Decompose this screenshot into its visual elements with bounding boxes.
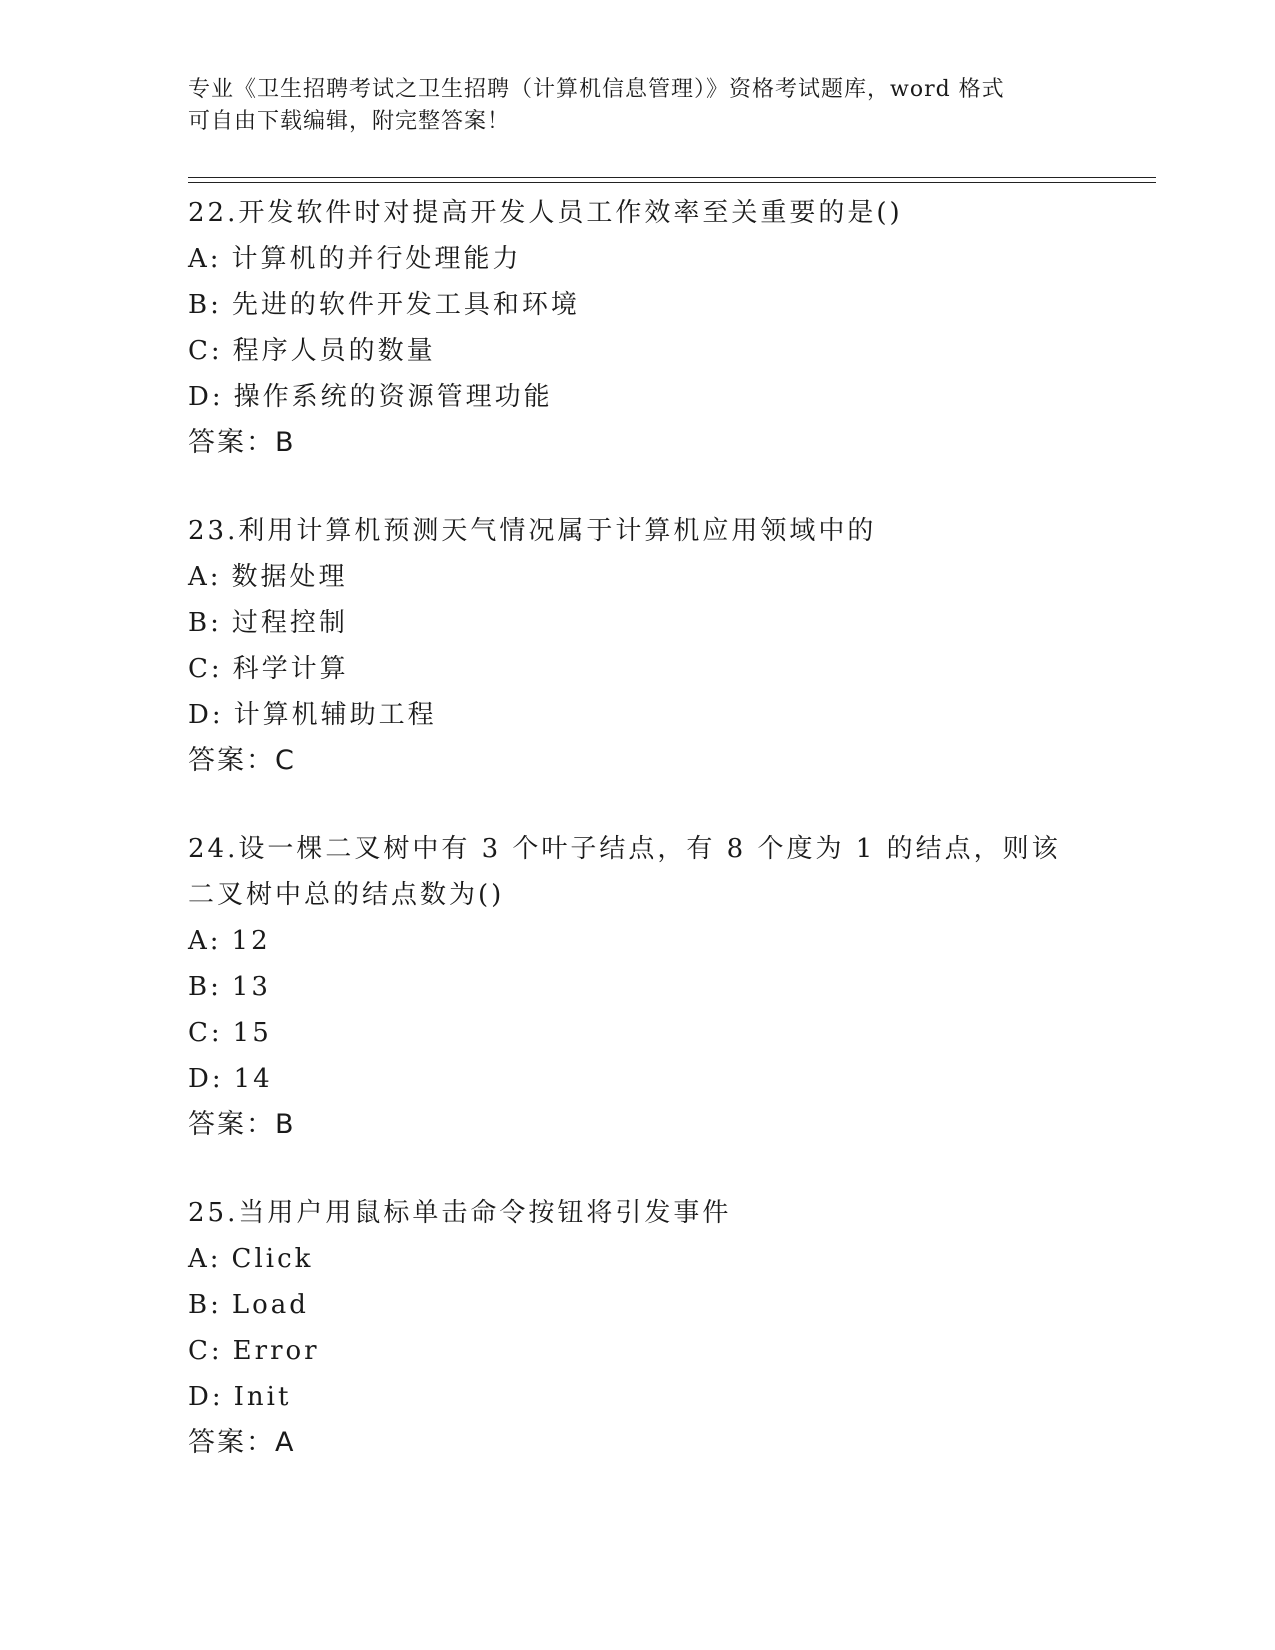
option-letter: C:: [188, 336, 223, 366]
answer-line: 答案：C: [188, 745, 296, 776]
document-header: [188, 74, 1088, 138]
question-stem: 24.设一棵二叉树中有 3 个叶子结点，有 8 个度为 1 的结点，则该二叉树中总的结点数为(): [188, 834, 1061, 910]
option-text: Init: [233, 1382, 292, 1412]
option-letter: C:: [188, 1018, 223, 1048]
option-b: [188, 964, 1088, 1010]
answer-line: 答案：A: [188, 1427, 296, 1458]
answer-line: 答案：B: [188, 1109, 296, 1140]
option-letter: B:: [188, 1290, 222, 1320]
option-text: 数据处理: [231, 562, 348, 592]
option-d: [188, 1056, 1088, 1102]
option-a: [188, 918, 1088, 964]
option-d: [188, 692, 1088, 738]
option-letter: D:: [188, 382, 224, 412]
option-letter: A:: [188, 926, 222, 956]
header-divider-top: [188, 177, 1156, 178]
option-a: [188, 1236, 1088, 1282]
option-letter: B:: [188, 972, 222, 1002]
option-letter: B:: [188, 608, 222, 638]
option-d: [188, 1374, 1088, 1420]
question-stem: 22.开发软件时对提高开发人员工作效率至关重要的是(): [188, 198, 903, 228]
answer-line: 答案：B: [188, 427, 296, 458]
header-divider-bottom: [188, 182, 1156, 183]
option-text: 程序人员的数量: [232, 336, 436, 366]
option-text: Error: [232, 1336, 320, 1366]
option-text: 先进的软件开发工具和环境: [231, 290, 580, 320]
option-text: 12: [231, 926, 271, 956]
question-23: [188, 508, 1088, 784]
option-b: [188, 1282, 1088, 1328]
option-text: 15: [232, 1018, 272, 1048]
option-text: 计算机辅助工程: [233, 700, 437, 730]
question-25: [188, 1190, 1088, 1466]
question-stem: 25.当用户用鼠标单击命令按钮将引发事件: [188, 1198, 732, 1228]
option-a: [188, 236, 1088, 282]
option-c: [188, 1010, 1088, 1056]
option-letter: D:: [188, 1064, 224, 1094]
question-list: [188, 190, 1088, 1508]
option-d: [188, 374, 1088, 420]
option-text: 计算机的并行处理能力: [231, 244, 522, 274]
question-22: [188, 190, 1088, 466]
header-line-1: 专业《卫生招聘考试之卫生招聘（计算机信息管理）》资格考试题库，word 格式: [188, 77, 1005, 102]
question-stem: 23.利用计算机预测天气情况属于计算机应用领域中的: [188, 516, 877, 546]
option-letter: A:: [188, 1244, 222, 1274]
option-a: [188, 554, 1088, 600]
question-24: [188, 826, 1088, 1148]
header-line-2: 可自由下载编辑，附完整答案！: [188, 109, 511, 134]
option-letter: D:: [188, 700, 224, 730]
option-letter: C:: [188, 1336, 223, 1366]
option-text: Click: [231, 1244, 314, 1274]
option-text: Load: [231, 1290, 309, 1320]
option-letter: C:: [188, 654, 223, 684]
option-text: 13: [231, 972, 271, 1002]
option-c: [188, 328, 1088, 374]
option-letter: B:: [188, 290, 222, 320]
option-c: [188, 646, 1088, 692]
option-text: 操作系统的资源管理功能: [233, 382, 553, 412]
option-text: 14: [233, 1064, 273, 1094]
option-text: 过程控制: [231, 608, 348, 638]
option-c: [188, 1328, 1088, 1374]
option-text: 科学计算: [232, 654, 349, 684]
option-letter: A:: [188, 562, 222, 592]
option-b: [188, 282, 1088, 328]
option-letter: D:: [188, 1382, 224, 1412]
option-b: [188, 600, 1088, 646]
option-letter: A:: [188, 244, 222, 274]
